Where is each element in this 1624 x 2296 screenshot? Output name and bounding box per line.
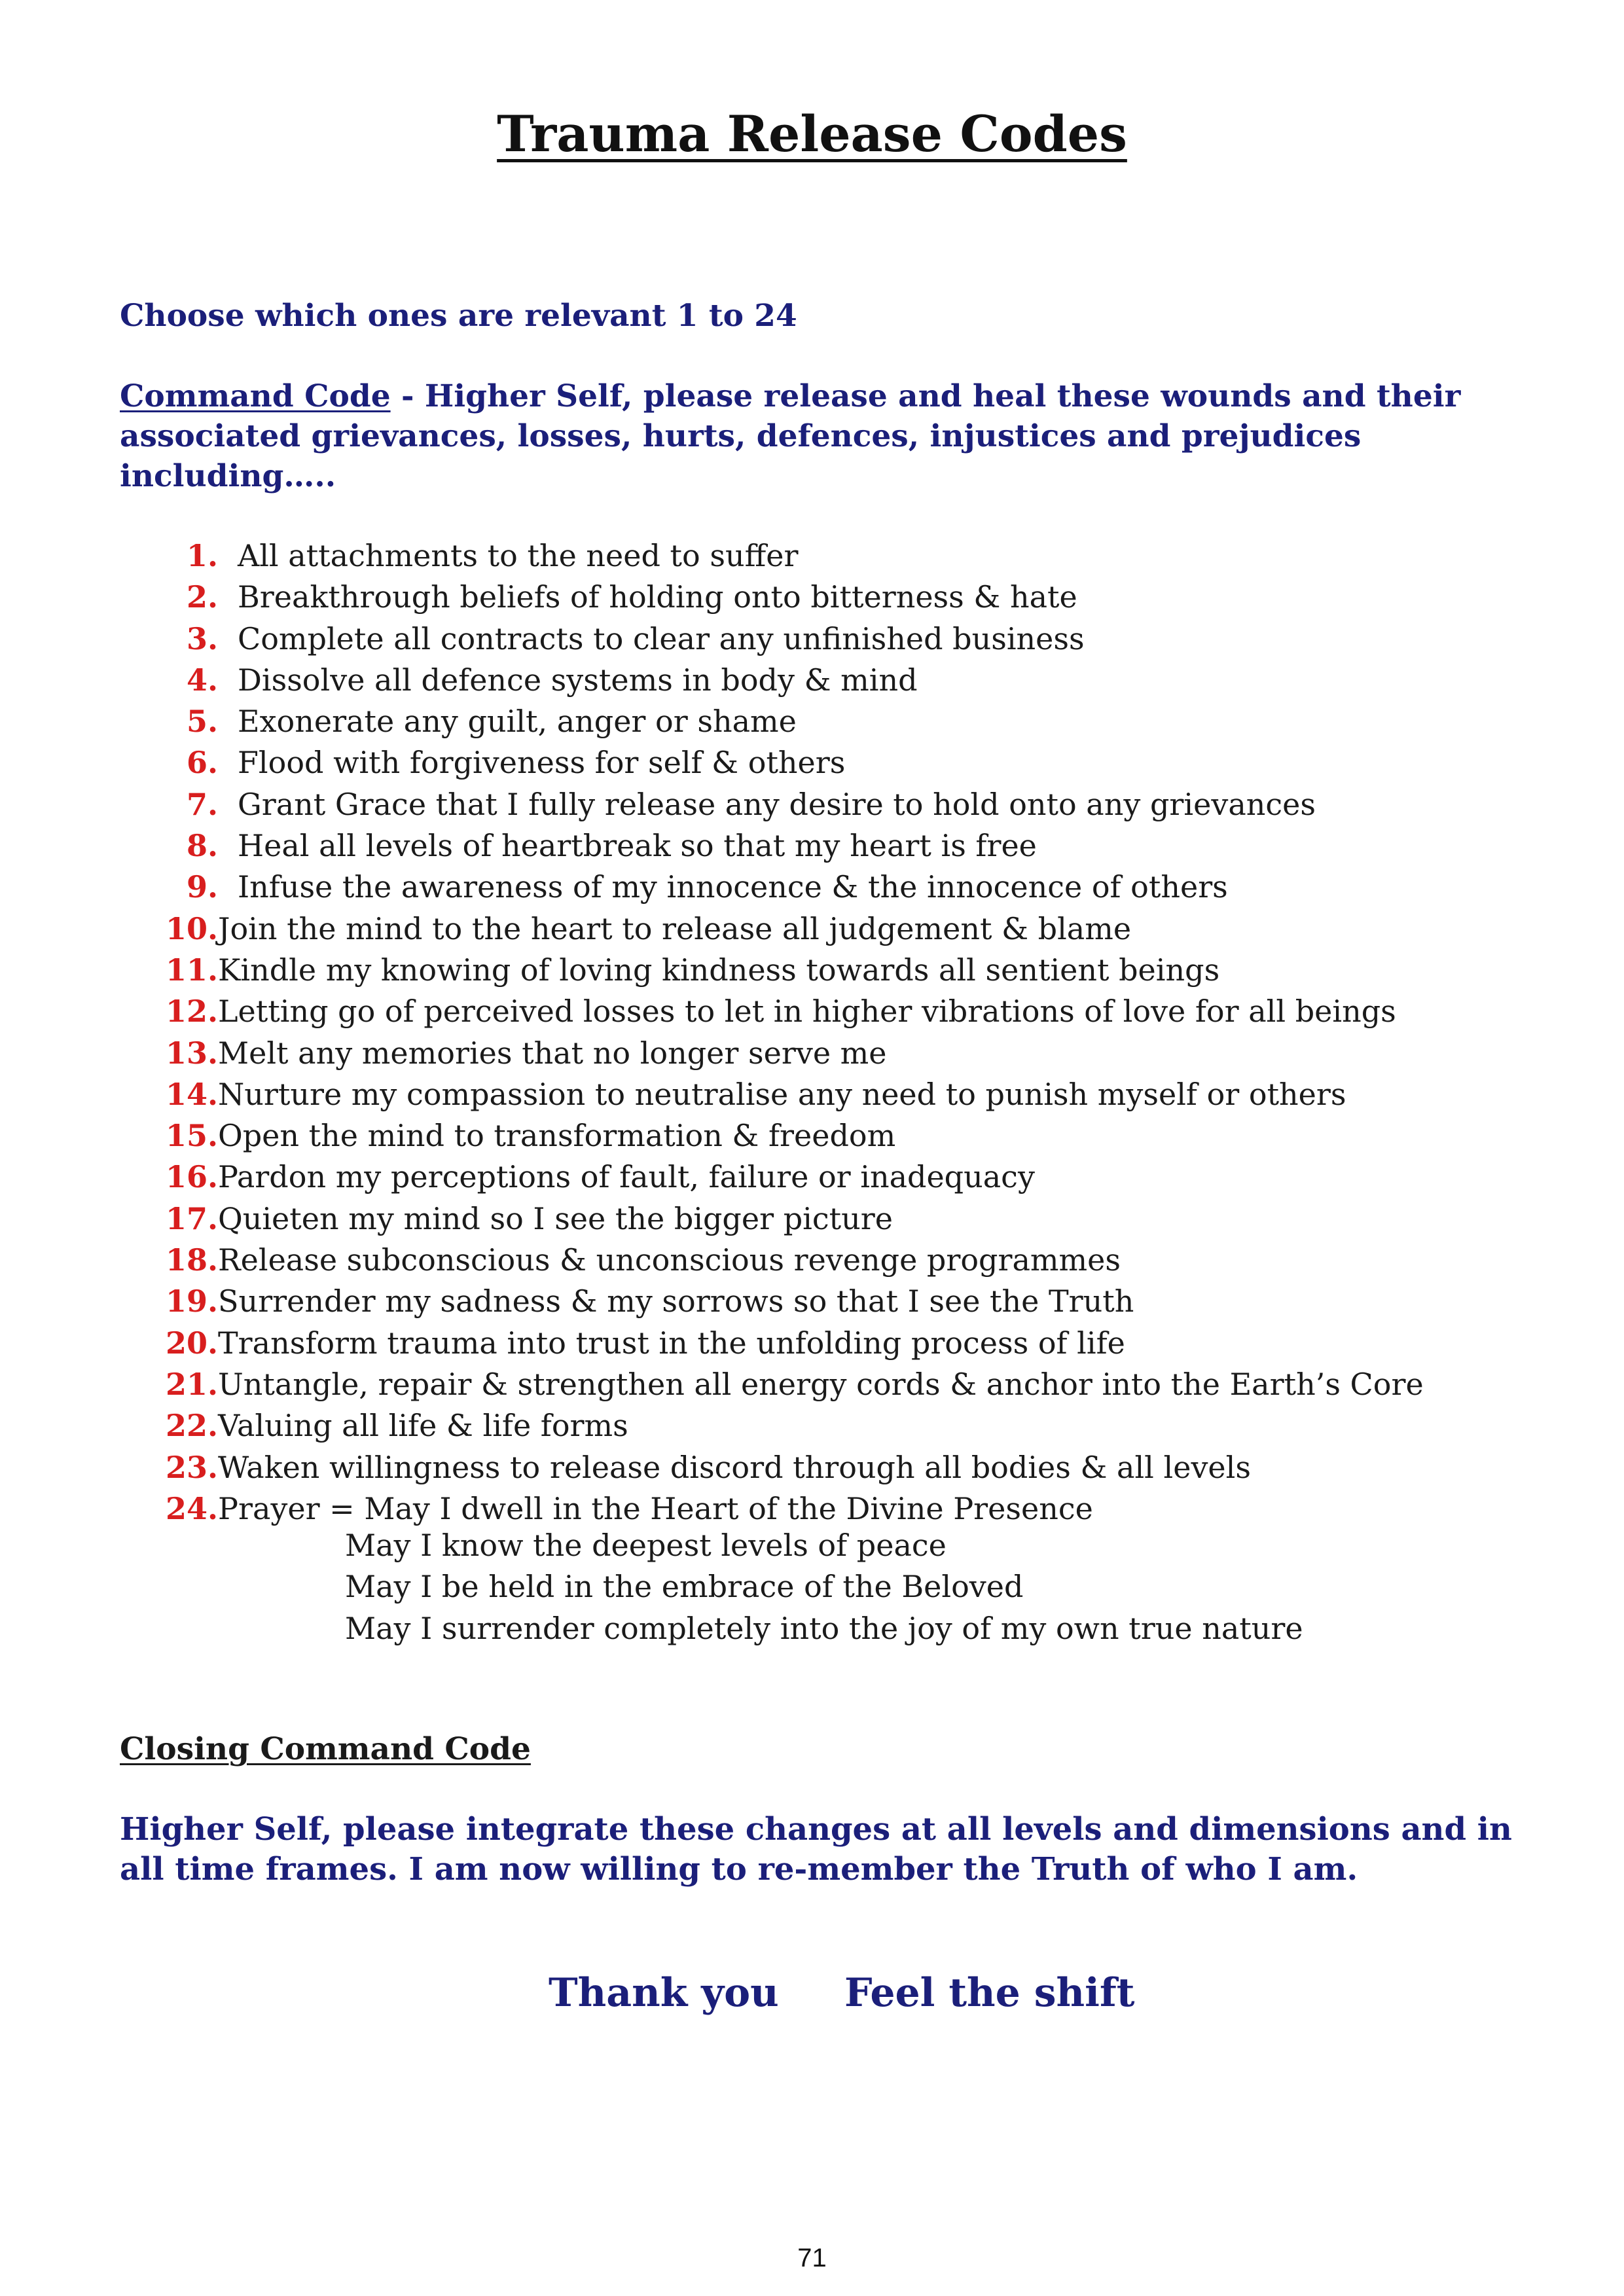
item-number: 16. — [165, 1159, 218, 1195]
list-item — [120, 619, 1424, 660]
item-text: Join the mind to the heart to release all judgement & blame — [218, 910, 1132, 946]
prayer-continuation — [345, 1525, 1303, 1649]
command-code-label: Command Code — [120, 378, 391, 414]
intro-instruction: Choose which ones are relevant 1 to 24 — [120, 298, 797, 334]
list-item — [120, 1240, 1424, 1281]
item-number: 4. — [186, 662, 218, 698]
release-code-list — [120, 535, 1424, 1530]
list-item — [120, 660, 1424, 701]
item-number: 7. — [186, 786, 218, 822]
list-item — [120, 577, 1424, 618]
list-item — [120, 1198, 1424, 1240]
item-text: Quieten my mind so I see the bigger picture — [218, 1200, 893, 1236]
prayer-line: May I be held in the embrace of the Beloved — [345, 1569, 1024, 1605]
item-text: Pardon my perceptions of fault, failure or inadequacy — [218, 1159, 1035, 1195]
list-item — [120, 535, 1424, 577]
feel-the-shift-text: Feel the shift — [844, 1970, 1135, 2016]
item-text: Prayer = May I dwell in the Heart of the Divine Presence — [218, 1490, 1093, 1526]
item-text: Infuse the awareness of my innocence & the innocence of others — [238, 869, 1228, 905]
list-item — [120, 784, 1424, 825]
list-item — [120, 991, 1424, 1032]
item-number: 8. — [186, 828, 218, 864]
command-code-paragraph — [120, 376, 1514, 496]
item-number: 24. — [165, 1490, 218, 1526]
item-number: 17. — [165, 1200, 218, 1236]
item-text: Kindle my knowing of loving kindness towards all sentient beings — [218, 952, 1220, 988]
item-text: Release subconscious & unconscious revenge programmes — [218, 1242, 1121, 1278]
item-text: Open the mind to transformation & freedom — [218, 1118, 896, 1154]
list-item — [120, 1488, 1424, 1530]
item-number: 12. — [165, 994, 218, 1030]
item-text: Breakthrough beliefs of holding onto bitterness & hate — [238, 579, 1077, 615]
thank-you-text: Thank you — [549, 1970, 779, 2016]
list-item — [120, 1157, 1424, 1198]
item-number: 5. — [186, 704, 218, 740]
list-item — [120, 1115, 1424, 1157]
item-number: 15. — [165, 1118, 218, 1154]
item-number: 19. — [165, 1283, 218, 1319]
item-number: 20. — [165, 1325, 218, 1361]
item-number: 18. — [165, 1242, 218, 1278]
prayer-line: May I surrender completely into the joy of my own true nature — [345, 1610, 1303, 1646]
list-item — [120, 1281, 1424, 1322]
item-text: Grant Grace that I fully release any desire to hold onto any grievances — [238, 786, 1316, 822]
item-text: Surrender my sadness & my sorrows so that I see the Truth — [218, 1283, 1134, 1319]
item-number: 23. — [165, 1449, 218, 1485]
item-text: Dissolve all defence systems in body & mind — [238, 662, 918, 698]
item-text: Flood with forgiveness for self & others — [238, 745, 846, 781]
item-text: Complete all contracts to clear any unfinished business — [238, 620, 1085, 656]
closing-command-heading: Closing Command Code — [120, 1731, 531, 1767]
item-text: Transform trauma into trust in the unfolding process of life — [218, 1325, 1125, 1361]
item-text: Waken willingness to release discord through all bodies & all levels — [218, 1449, 1251, 1485]
item-text: All attachments to the need to suffer — [238, 538, 799, 573]
item-number: 3. — [186, 620, 218, 656]
item-text: Untangle, repair & strengthen all energy cords & anchor into the Earth’s Core — [218, 1366, 1424, 1402]
item-text: Melt any memories that no longer serve me — [218, 1035, 887, 1071]
list-item — [120, 1447, 1424, 1488]
item-number: 22. — [165, 1408, 218, 1444]
item-text: Valuing all life & life forms — [218, 1408, 628, 1444]
item-number: 9. — [186, 869, 218, 905]
list-item — [120, 701, 1424, 742]
item-number: 13. — [165, 1035, 218, 1071]
list-item — [120, 825, 1424, 867]
page-number: 71 — [797, 2244, 827, 2272]
item-number: 2. — [186, 579, 218, 615]
item-number: 21. — [165, 1366, 218, 1402]
item-number: 6. — [186, 745, 218, 781]
item-number: 14. — [165, 1076, 218, 1112]
command-code-text: - Higher Self, please release and heal these wounds and their associated grievances, losses, hurts, defences, injustices and prejudices including….. — [120, 378, 1461, 494]
item-number: 1. — [186, 538, 218, 573]
list-item — [120, 867, 1424, 908]
list-item — [120, 1323, 1424, 1364]
item-number: 11. — [165, 952, 218, 988]
list-item — [120, 908, 1424, 950]
list-item — [120, 1033, 1424, 1074]
prayer-line: May I know the deepest levels of peace — [345, 1528, 947, 1563]
page-title: Trauma Release Codes — [497, 105, 1127, 163]
item-number: 10. — [165, 910, 218, 946]
item-text: Nurture my compassion to neutralise any need to punish myself or others — [218, 1076, 1346, 1112]
list-item — [120, 950, 1424, 991]
closing-command-text: Higher Self, please integrate these changes at all levels and dimensions and in all time frames. I am now willing to re-member the Truth of who I am. — [120, 1811, 1512, 1888]
item-text: Heal all levels of heartbreak so that my heart is free — [238, 828, 1037, 864]
list-item — [120, 1405, 1424, 1446]
list-item — [120, 742, 1424, 783]
list-item — [120, 1074, 1424, 1115]
list-item — [120, 1364, 1424, 1405]
item-text: Exonerate any guilt, anger or shame — [238, 704, 797, 740]
item-text: Letting go of perceived losses to let in higher vibrations of love for all beings — [218, 994, 1396, 1030]
